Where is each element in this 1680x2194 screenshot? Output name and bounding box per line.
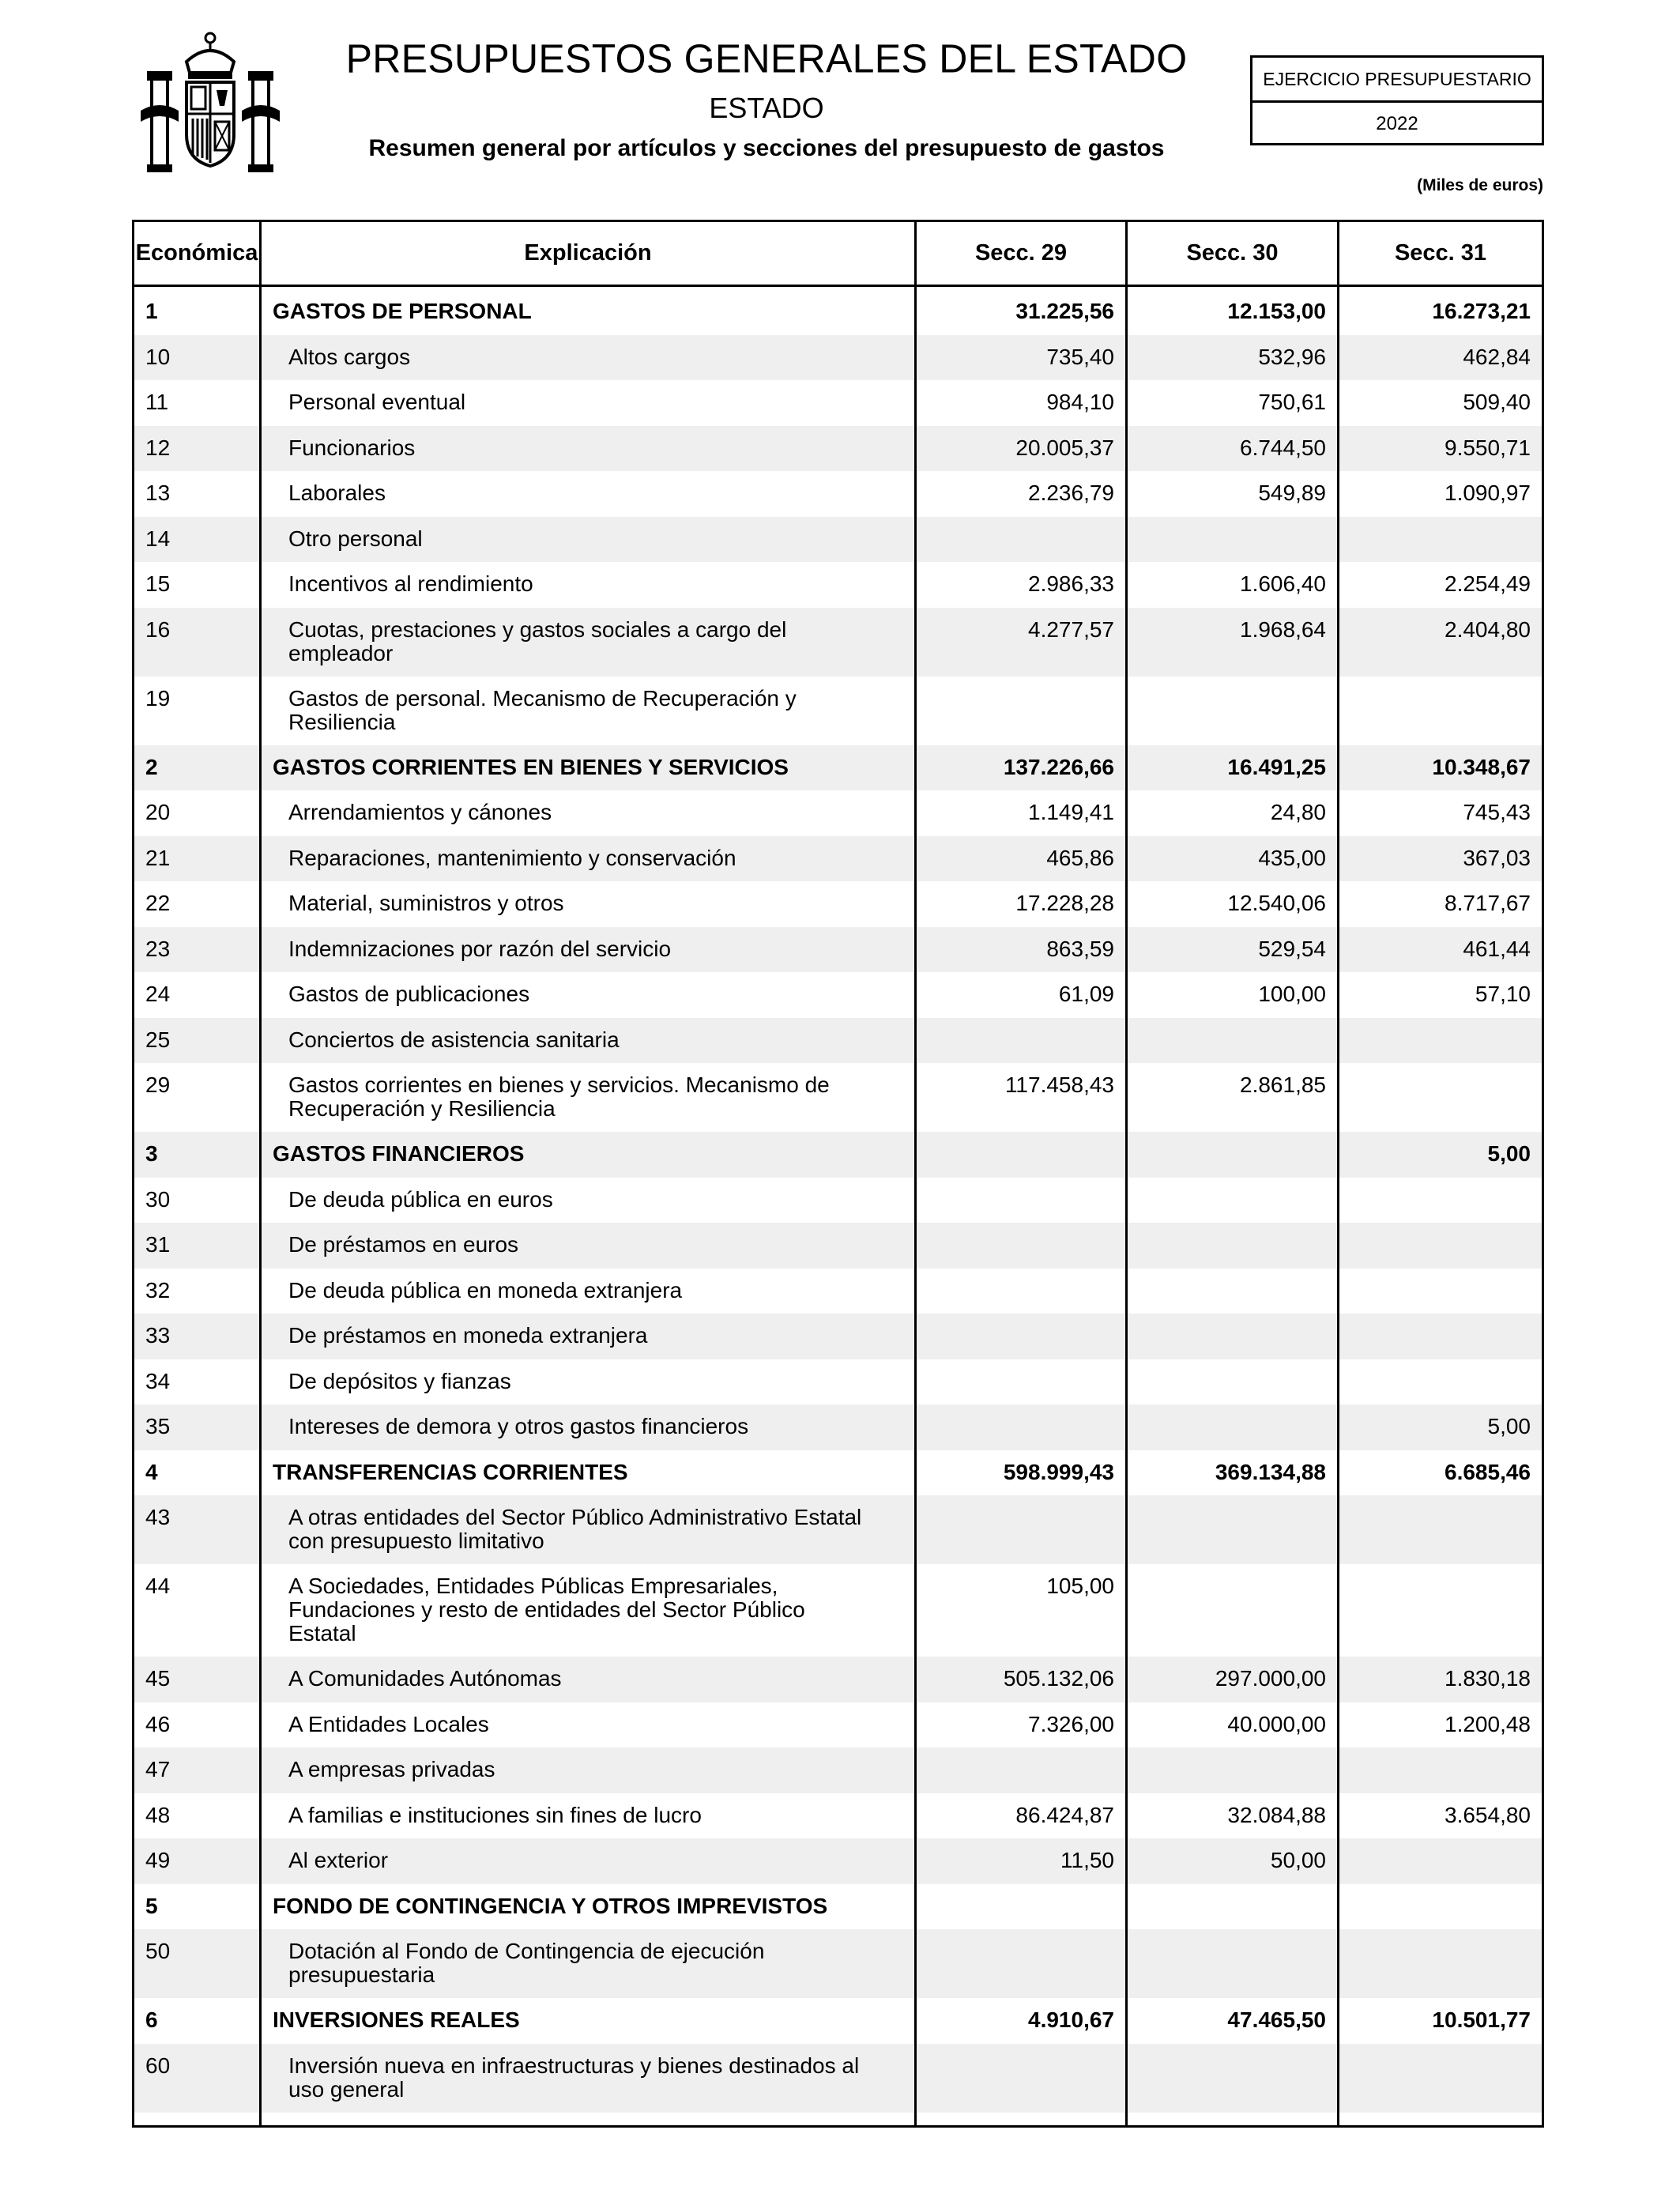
secc-29-value: 735,40 [1046, 344, 1114, 369]
explanation: TRANSFERENCIAS CORRIENTES [273, 1459, 628, 1484]
secc-31-value [1339, 517, 1542, 563]
economic-code: 10 [145, 344, 171, 369]
secc-29-value [917, 2044, 1125, 2113]
spain-coat-of-arms-icon [131, 24, 289, 182]
economic-code: 16 [145, 616, 171, 642]
secc-30-value [1128, 1314, 1337, 1359]
economic-code: 31 [145, 1232, 171, 1257]
secc-30-value [1128, 1929, 1337, 1998]
units-label: (Miles de euros) [1417, 176, 1543, 194]
table-row [134, 2044, 1542, 2113]
secc-30-value [1128, 1884, 1337, 1930]
secc-29-value: 465,86 [1046, 845, 1114, 870]
secc-30-value [1128, 1495, 1337, 1564]
secc-30-value [1128, 1178, 1337, 1223]
secc-31-value [1339, 1884, 1542, 1930]
secc-30-value [1128, 1747, 1337, 1793]
column-divider [1337, 222, 1339, 2125]
secc-29-value [917, 1314, 1125, 1359]
table-row [134, 972, 1542, 1018]
subtitle: ESTADO [709, 92, 824, 124]
secc-31-value: 57,10 [1475, 982, 1531, 1006]
table-row [134, 426, 1542, 472]
explanation: Inversión nueva en infraestructuras y bienes destinados al uso general [288, 2053, 860, 2102]
secc-29-value: 4.910,67 [1028, 2007, 1114, 2032]
table-row [134, 562, 1542, 608]
secc-30-value: 532,96 [1258, 344, 1326, 369]
economic-code: 47 [145, 1757, 171, 1781]
secc-29-value: 505.132,06 [1003, 1666, 1114, 1691]
explanation: Laborales [288, 481, 386, 505]
explanation: Intereses de demora y otros gastos financieros [288, 1414, 749, 1438]
secc-29-value: 61,09 [1058, 982, 1114, 1006]
economic-code: 48 [145, 1802, 171, 1827]
table-row [134, 1063, 1542, 1132]
economic-code: 29 [145, 1072, 171, 1097]
explanation: De deuda pública en moneda extranjera [288, 1277, 683, 1302]
explanation: Otro personal [288, 526, 423, 551]
table-row [134, 1359, 1542, 1405]
secc-30-value [1128, 677, 1337, 745]
table-row [134, 1747, 1542, 1793]
secc-29-value [917, 1018, 1125, 1064]
explanation: INVERSIONES REALES [273, 2007, 520, 2032]
secc-29-value: 137.226,66 [1003, 754, 1114, 779]
table-row [134, 1793, 1542, 1839]
secc-30-value: 32.084,88 [1227, 1802, 1326, 1827]
table-row [134, 1314, 1542, 1359]
table-row [134, 790, 1542, 836]
column-divider [1125, 222, 1128, 2125]
secc-31-value [1339, 1747, 1542, 1793]
table-row [134, 1495, 1542, 1564]
secc-29-value: 105,00 [1046, 1574, 1114, 1598]
economic-code: 32 [145, 1277, 171, 1302]
exercise-label: EJERCICIO PRESUPUESTARIO [1252, 58, 1542, 103]
secc-31-value [1339, 2044, 1542, 2113]
header-secc-30: Secc. 30 [1186, 240, 1279, 266]
secc-30-value [1128, 1404, 1337, 1450]
explanation: Altos cargos [288, 344, 411, 369]
explanation: A otras entidades del Sector Público Administrativo Estatal con presupuesto limitativo [288, 1505, 862, 1553]
explanation: Indemnizaciones por razón del servicio [288, 936, 672, 961]
secc-31-value: 6.685,46 [1445, 1459, 1531, 1484]
explanation: FONDO DE CONTINGENCIA Y OTROS IMPREVISTOS [273, 1893, 828, 1918]
secc-31-value [1339, 1269, 1542, 1314]
column-divider [914, 222, 917, 2125]
secc-29-value [917, 517, 1125, 563]
table-row [134, 927, 1542, 973]
header-secc-31: Secc. 31 [1394, 240, 1487, 266]
chapter-row [134, 1132, 1542, 1178]
secc-29-value: 31.225,56 [1015, 299, 1114, 323]
explanation: GASTOS CORRIENTES EN BIENES Y SERVICIOS [273, 754, 789, 779]
table-row [134, 1564, 1542, 1657]
secc-30-value: 12.153,00 [1227, 299, 1326, 323]
secc-29-value [917, 1223, 1125, 1269]
exercise-box [1250, 55, 1544, 145]
secc-29-value: 2.236,79 [1028, 481, 1114, 505]
title-block [300, 35, 1233, 164]
secc-29-value: 11,50 [1060, 1848, 1114, 1872]
chapter-row [134, 1884, 1542, 1930]
economic-code: 60 [145, 2053, 171, 2078]
secc-31-value [1339, 1018, 1542, 1064]
secc-31-value: 2.254,49 [1445, 571, 1531, 596]
secc-31-value: 745,43 [1463, 800, 1531, 824]
table-row [134, 1929, 1542, 1998]
explanation: A Sociedades, Entidades Públicas Empresariales, Fundaciones y resto de entidades del Sector Público Estatal [288, 1574, 805, 1646]
header-explicacion: Explicación [524, 240, 652, 266]
explanation: Gastos de publicaciones [288, 982, 530, 1006]
secc-31-value: 2.404,80 [1445, 616, 1531, 642]
secc-29-value: 117.458,43 [1004, 1072, 1114, 1097]
economic-code: 12 [145, 435, 171, 460]
table-row [134, 1269, 1542, 1314]
secc-31-value: 1.830,18 [1445, 1666, 1531, 1691]
secc-29-value: 1.149,41 [1028, 800, 1114, 824]
secc-29-value: 17.228,28 [1015, 891, 1114, 915]
secc-31-value [1339, 1359, 1542, 1405]
secc-29-value [917, 1178, 1125, 1223]
economic-code: 43 [145, 1505, 171, 1529]
secc-31-value [1339, 1314, 1542, 1359]
secc-30-value [1128, 1018, 1337, 1064]
explanation: Dotación al Fondo de Contingencia de ejecución presupuestaria [288, 1939, 765, 1987]
secc-30-value: 6.744,50 [1240, 435, 1326, 460]
table-row [134, 335, 1542, 381]
table-row [134, 1018, 1542, 1064]
economic-code: 49 [145, 1848, 171, 1872]
economic-code: 2 [145, 754, 158, 779]
economic-code: 25 [145, 1027, 171, 1052]
secc-30-value: 24,80 [1270, 800, 1326, 824]
secc-30-value: 1.606,40 [1240, 571, 1326, 596]
economic-code: 6 [145, 2007, 158, 2032]
secc-31-value [1339, 1564, 1542, 1657]
chapter-row [134, 1998, 1542, 2044]
secc-30-value: 369.134,88 [1215, 1459, 1326, 1484]
economic-code: 30 [145, 1186, 171, 1212]
secc-31-value: 8.717,67 [1445, 891, 1531, 915]
table-body [134, 289, 1542, 2113]
explanation: Incentivos al rendimiento [288, 571, 533, 596]
economic-code: 4 [145, 1459, 158, 1484]
secc-30-value: 529,54 [1258, 936, 1326, 961]
secc-29-value: 2.986,33 [1028, 571, 1114, 596]
secc-30-value: 16.491,25 [1227, 754, 1326, 779]
secc-29-value: 7.326,00 [1028, 1711, 1114, 1736]
main-title: PRESUPUESTOS GENERALES DEL ESTADO [345, 36, 1188, 81]
table-row [134, 1223, 1542, 1269]
secc-31-value: 462,84 [1463, 344, 1531, 369]
secc-29-value: 86.424,87 [1015, 1802, 1114, 1827]
secc-30-value: 750,61 [1258, 390, 1326, 414]
explanation: Reparaciones, mantenimiento y conservación [288, 845, 736, 870]
economic-code: 20 [145, 800, 171, 824]
secc-29-value [917, 1404, 1125, 1450]
header-economica: Económica [135, 240, 258, 266]
economic-code: 24 [145, 982, 171, 1006]
explanation: Gastos corrientes en bienes y servicios. Mecanismo de Recuperación y Resiliencia [288, 1072, 830, 1121]
explanation: Gastos de personal. Mecanismo de Recuperación y Resiliencia [288, 685, 797, 734]
header-secc-29: Secc. 29 [974, 240, 1068, 266]
table-row [134, 608, 1542, 677]
secc-29-value [917, 1269, 1125, 1314]
secc-30-value: 1.968,64 [1240, 616, 1326, 642]
budget-table [132, 220, 1544, 2128]
economic-code: 45 [145, 1666, 171, 1691]
explanation: De préstamos en euros [288, 1232, 519, 1257]
secc-31-value: 509,40 [1463, 390, 1531, 414]
secc-30-value [1128, 2044, 1337, 2113]
table-row [134, 471, 1542, 517]
economic-code: 13 [145, 481, 171, 505]
chapter-row [134, 289, 1542, 335]
table-row [134, 881, 1542, 927]
table-row [134, 1838, 1542, 1884]
secc-29-value [917, 1359, 1125, 1405]
table-row [134, 1702, 1542, 1748]
explanation: Personal eventual [288, 390, 466, 414]
column-divider [259, 222, 262, 2125]
secc-29-value [917, 1132, 1125, 1178]
secc-31-value: 5,00 [1487, 1141, 1531, 1166]
explanation: GASTOS FINANCIEROS [273, 1141, 525, 1166]
secc-31-value: 1.200,48 [1445, 1711, 1531, 1736]
economic-code: 23 [145, 936, 171, 961]
economic-code: 3 [145, 1141, 158, 1166]
table-row [134, 1657, 1542, 1702]
explanation: De deuda pública en euros [288, 1186, 553, 1212]
secc-30-value: 297.000,00 [1215, 1666, 1326, 1691]
economic-code: 5 [145, 1893, 158, 1918]
table-row [134, 517, 1542, 563]
explanation: Conciertos de asistencia sanitaria [288, 1027, 620, 1052]
secc-29-value [917, 1747, 1125, 1793]
chapter-row [134, 1450, 1542, 1496]
secc-31-value [1339, 1223, 1542, 1269]
secc-29-value: 863,59 [1046, 936, 1114, 961]
secc-30-value: 50,00 [1270, 1848, 1326, 1872]
economic-code: 1 [145, 299, 158, 323]
secc-29-value: 20.005,37 [1015, 435, 1114, 460]
economic-code: 15 [145, 571, 171, 596]
economic-code: 46 [145, 1711, 171, 1736]
economic-code: 11 [145, 390, 169, 414]
secc-31-value: 1.090,97 [1445, 481, 1531, 505]
secc-31-value: 461,44 [1463, 936, 1531, 961]
secc-31-value: 10.348,67 [1432, 754, 1531, 779]
secc-30-value [1128, 1564, 1337, 1657]
economic-code: 21 [145, 845, 171, 870]
table-header [134, 222, 1542, 287]
table-row [134, 380, 1542, 426]
secc-29-value [917, 1929, 1125, 1998]
secc-30-value [1128, 1223, 1337, 1269]
secc-29-value: 984,10 [1046, 390, 1114, 414]
explanation: A empresas privadas [288, 1757, 495, 1781]
secc-29-value: 598.999,43 [1003, 1459, 1114, 1484]
secc-31-value [1339, 1063, 1542, 1132]
table-row [134, 677, 1542, 745]
explanation: A familias e instituciones sin fines de lucro [288, 1802, 702, 1827]
secc-31-value: 9.550,71 [1445, 435, 1531, 460]
secc-30-value: 47.465,50 [1227, 2007, 1326, 2032]
secc-30-value: 2.861,85 [1240, 1072, 1326, 1097]
economic-code: 33 [145, 1323, 171, 1348]
explanation: De depósitos y fianzas [288, 1368, 511, 1393]
chapter-row [134, 745, 1542, 791]
description-title: Resumen general por artículos y secciones del presupuesto de gastos [368, 135, 1165, 161]
table-row [134, 1404, 1542, 1450]
secc-29-value [917, 677, 1125, 745]
table-row [134, 836, 1542, 882]
secc-31-value: 367,03 [1463, 845, 1531, 870]
exercise-year: 2022 [1376, 113, 1418, 134]
explanation: A Entidades Locales [288, 1711, 489, 1736]
secc-30-value: 549,89 [1258, 481, 1326, 505]
explanation: De préstamos en moneda extranjera [288, 1323, 648, 1348]
economic-code: 44 [145, 1574, 171, 1598]
secc-30-value [1128, 517, 1337, 563]
secc-30-value: 12.540,06 [1227, 891, 1326, 915]
economic-code: 22 [145, 891, 171, 915]
explanation: Funcionarios [288, 435, 416, 460]
economic-code: 50 [145, 1939, 171, 1963]
secc-30-value [1128, 1269, 1337, 1314]
explanation: A Comunidades Autónomas [288, 1666, 562, 1691]
secc-31-value: 5,00 [1487, 1414, 1531, 1438]
economic-code: 35 [145, 1414, 171, 1438]
secc-30-value: 100,00 [1258, 982, 1326, 1006]
secc-30-value [1128, 1132, 1337, 1178]
secc-30-value [1128, 1359, 1337, 1405]
explanation: GASTOS DE PERSONAL [273, 299, 532, 323]
secc-31-value: 10.501,77 [1432, 2007, 1531, 2032]
secc-31-value [1339, 1495, 1542, 1564]
secc-29-value: 4.277,57 [1028, 616, 1114, 642]
secc-29-value [917, 1495, 1125, 1564]
secc-31-value [1339, 1838, 1542, 1884]
table-row [134, 1178, 1542, 1223]
secc-30-value: 40.000,00 [1227, 1711, 1326, 1736]
secc-31-value [1339, 1178, 1542, 1223]
secc-30-value: 435,00 [1258, 845, 1326, 870]
explanation: Al exterior [288, 1848, 389, 1872]
economic-code: 14 [145, 526, 171, 551]
economic-code: 34 [145, 1368, 171, 1393]
secc-31-value [1339, 1929, 1542, 1998]
secc-31-value [1339, 677, 1542, 745]
explanation: Material, suministros y otros [288, 891, 564, 915]
secc-29-value [917, 1884, 1125, 1930]
explanation: Cuotas, prestaciones y gastos sociales a cargo del empleador [288, 616, 787, 665]
economic-code: 19 [145, 685, 171, 711]
explanation: Arrendamientos y cánones [288, 800, 552, 824]
secc-31-value: 16.273,21 [1432, 299, 1531, 323]
secc-31-value: 3.654,80 [1445, 1802, 1531, 1827]
